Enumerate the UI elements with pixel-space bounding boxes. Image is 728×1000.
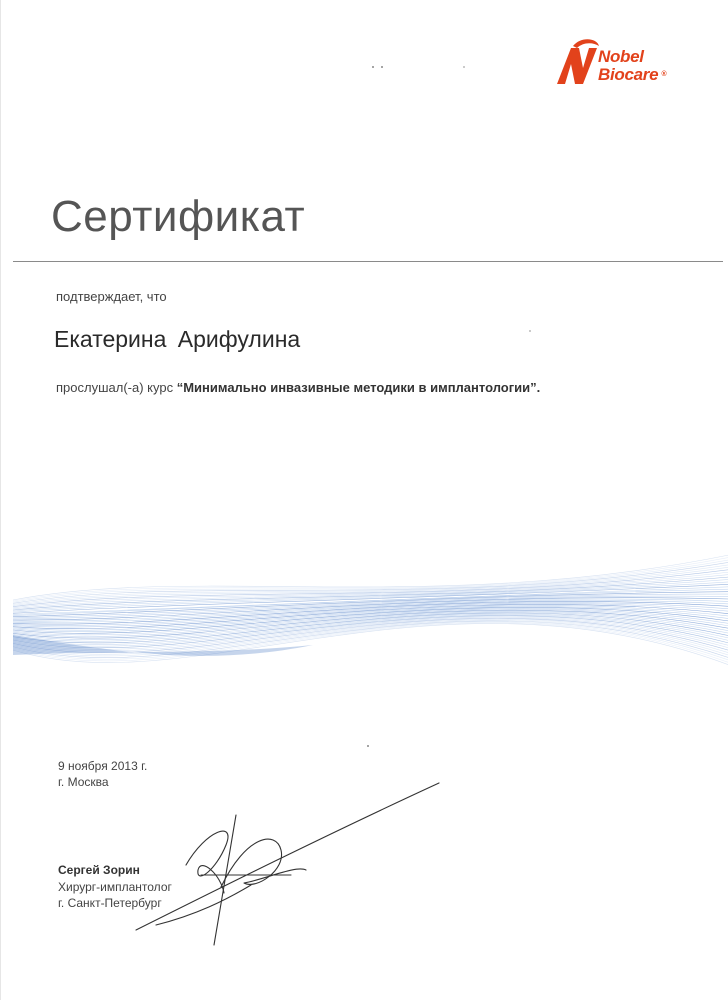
course-name: “Минимально инвазивные методики в имплантологии”. [176, 380, 541, 395]
nobel-biocare-mark-icon [553, 38, 601, 90]
recipient-name: Екатерина Арифулина [54, 326, 301, 352]
logo-brand-line1: Nobel [598, 47, 644, 66]
signer-name: Сергей Зорин [58, 863, 140, 877]
issue-city: г. Москва [58, 775, 109, 789]
paper-speck [463, 66, 465, 68]
certificate-title: Сертификат [51, 192, 306, 241]
handwritten-signature [126, 775, 451, 955]
logo-wordmark [598, 47, 667, 84]
paper-speck [367, 745, 369, 747]
confirms-text: подтверждает, что [56, 289, 167, 304]
paper-speck [381, 66, 383, 68]
registered-mark: ® [661, 71, 667, 78]
decorative-wave-graphic [13, 545, 728, 745]
title-divider [13, 261, 723, 262]
paper-speck [372, 66, 374, 68]
wave-line [13, 562, 728, 603]
logo-brand-line2: Biocare [598, 65, 659, 84]
nobel-biocare-logo [553, 38, 703, 90]
course-prefix: прослушал(-а) курс [56, 380, 177, 395]
signer-role: Хирург-имплантолог [58, 880, 172, 894]
paper-speck [529, 330, 531, 332]
signer-city: г. Санкт-Петербург [58, 896, 162, 910]
course-line [56, 380, 540, 395]
issue-date: 9 ноября 2013 г. [58, 759, 148, 773]
